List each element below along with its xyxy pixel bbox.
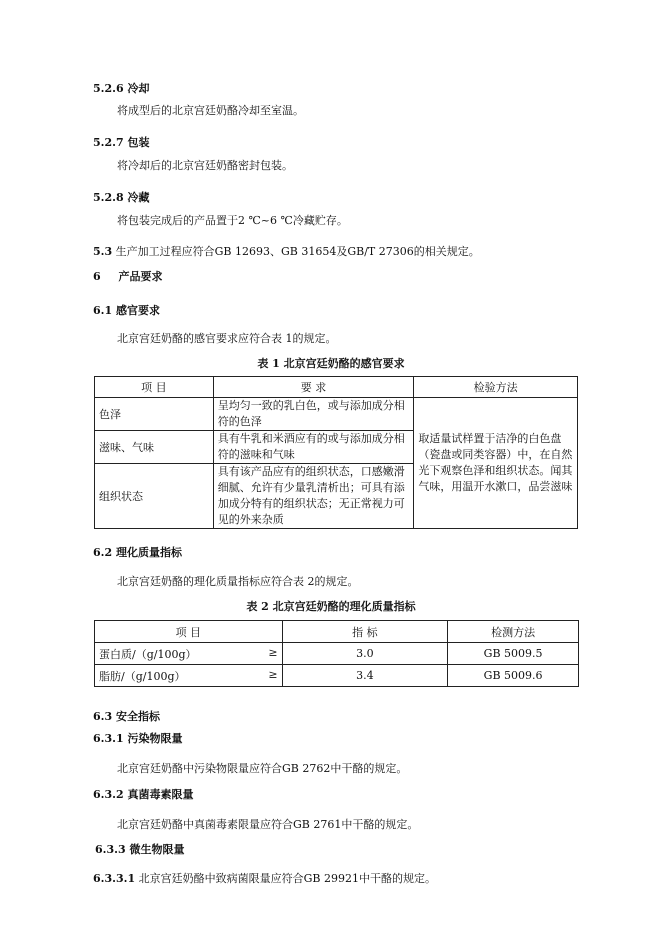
heading-6	[93, 268, 163, 284]
section-title: 产品要求	[118, 270, 163, 283]
table2-caption: 表 2 北京宫廷奶酪的理化质量指标	[246, 600, 416, 613]
section-number: 5.2.6	[93, 82, 124, 95]
section-title: 理化质量指标	[115, 546, 182, 559]
paragraph-5-2-8: 将包装完成后的产品置于2 ℃~6 ℃冷藏贮存。	[117, 214, 348, 227]
column-header: 项 目	[95, 377, 214, 398]
heading-6-1	[93, 302, 160, 318]
paragraph-5-3	[93, 243, 480, 259]
section-number: 6.3.1	[93, 732, 124, 745]
item-label: 蛋白质/（g/100g）	[99, 647, 197, 661]
section-number: 6.3.2	[93, 788, 124, 801]
table-row	[95, 665, 579, 687]
section-number: 6.3.3.1	[93, 872, 136, 885]
value-cell: 3.0	[282, 643, 448, 665]
section-title: 冷藏	[127, 191, 150, 204]
item-label: 脂肪/（g/100g）	[99, 669, 186, 683]
heading-6-2	[93, 544, 182, 560]
column-header: 项 目	[95, 621, 283, 643]
column-header: 检验方法	[414, 377, 578, 398]
section-title: 安全指标	[115, 710, 160, 723]
table-row	[95, 398, 578, 431]
table-header-row	[95, 621, 579, 643]
heading-5-2-7	[93, 134, 149, 150]
paragraph-5-2-7: 将冷却后的北京宫廷奶酪密封包装。	[117, 159, 293, 172]
table-header-row	[95, 377, 578, 398]
section-title: 包装	[127, 136, 150, 149]
section-number: 6	[93, 270, 101, 283]
physicochemical-table	[94, 620, 579, 687]
requirement-cell: 呈均匀一致的乳白色，或与添加成分相符的色泽	[213, 398, 414, 431]
section-title: 微生物限量	[129, 843, 185, 856]
section-title: 污染物限量	[127, 732, 183, 745]
paragraph-6-2: 北京宫廷奶酪的理化质量指标应符合表 2的规定。	[117, 575, 359, 588]
item-cell: 色泽	[95, 398, 214, 431]
operator-symbol: ≥	[268, 667, 278, 681]
requirement-cell: 具有牛乳和米酒应有的或与添加成分相符的滋味和气味	[213, 431, 414, 464]
paragraph-6-3-1: 北京宫廷奶酪中污染物限量应符合GB 2762中干酪的规定。	[117, 762, 408, 775]
requirement-cell: 具有该产品应有的组织状态，口感嫩滑细腻、允许有少量乳清析出；可具有添加成分特有的组织状态；无正常视力可见的外来杂质	[213, 464, 414, 529]
heading-5-2-6	[93, 80, 149, 96]
heading-6-3-3	[95, 841, 184, 857]
item-cell: 组织状态	[95, 464, 214, 529]
heading-6-3-2	[93, 786, 193, 802]
section-body: 北京宫廷奶酪中致病菌限量应符合GB 29921中干酪的规定。	[138, 872, 436, 885]
heading-6-3	[93, 708, 160, 724]
paragraph-5-2-6: 将成型后的北京宫廷奶酪冷却至室温。	[117, 104, 304, 117]
heading-5-2-8	[93, 189, 149, 205]
column-header: 要 求	[213, 377, 414, 398]
value-cell: 3.4	[282, 665, 448, 687]
sensory-table	[94, 376, 578, 529]
section-number: 6.1	[93, 304, 113, 317]
section-title: 冷却	[127, 82, 150, 95]
column-header: 检测方法	[448, 621, 579, 643]
section-number: 6.3	[93, 710, 113, 723]
paragraph-6-1: 北京宫廷奶酪的感官要求应符合表 1的规定。	[117, 332, 337, 345]
item-cell	[95, 665, 283, 687]
section-number: 5.3	[93, 245, 113, 258]
paragraph-6-3-3-1	[93, 870, 436, 886]
method-cell: GB 5009.5	[448, 643, 579, 665]
section-title: 感官要求	[115, 304, 160, 317]
section-title: 真菌毒素限量	[127, 788, 194, 801]
item-cell: 滋味、气味	[95, 431, 214, 464]
item-cell	[95, 643, 283, 665]
method-cell: GB 5009.6	[448, 665, 579, 687]
section-number: 5.2.7	[93, 136, 124, 149]
section-number: 6.2	[93, 546, 113, 559]
heading-6-3-1	[93, 730, 182, 746]
operator-symbol: ≥	[268, 645, 278, 659]
section-number: 6.3.3	[95, 843, 126, 856]
section-number: 5.2.8	[93, 191, 124, 204]
table-row	[95, 643, 579, 665]
section-body: 生产加工过程应符合GB 12693、GB 31654及GB/T 27306的相关规定。	[115, 245, 480, 258]
table1-caption: 表 1 北京宫廷奶酪的感官要求	[257, 357, 405, 370]
column-header: 指 标	[282, 621, 448, 643]
method-cell: 取适量试样置于洁净的白色盘（瓷盘或同类容器）中，在自然光下观察色泽和组织状态。闻其气味，用温开水漱口，品尝滋味	[414, 398, 578, 529]
paragraph-6-3-2: 北京宫廷奶酪中真菌毒素限量应符合GB 2761中干酪的规定。	[117, 818, 419, 831]
